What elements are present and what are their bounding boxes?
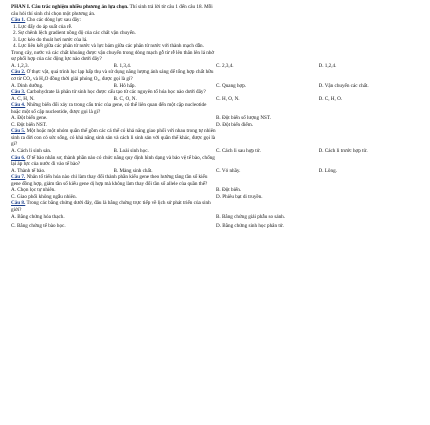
question-text: Những biến đổi xảy ra trong cấu trúc của gene, có thể liên quan đến một cặp nucleotide [26, 102, 207, 109]
option-a: A. Đột biến gene. [11, 115, 48, 122]
question-text: Trong cây, nước và các chất khoáng được vận chuyển trong dòng mạch gỗ từ rễ lên thân lên lá nhờ [11, 49, 215, 56]
option-d: D. Đột biến điểm. [216, 121, 253, 128]
question-text: Trong các bằng chứng dưới đây, đâu là bằng chứng trực tiếp về lịch sử phát triển của sinh [26, 200, 211, 207]
option-b: B. Đột biến số lượng NST. [216, 115, 271, 122]
question-text: Carbohydrate là phân tử sinh học được cấu tạo từ các nguyên tố hóa học nào dưới đây? [26, 89, 206, 96]
section-title: PHẦN I. Câu trắc nghiệm nhiều phương án lựa chọn. [11, 4, 129, 10]
question-number: Câu 8. [11, 200, 26, 207]
question-text: cơ từ CO₂ và H₂O đồng thời giải phóng O₂, được gọi là gì? [11, 76, 133, 83]
question-text: sinh ra đời con có sức sống, có khả năng sinh sản và cách li sinh sản với quần thể khác, được gọi là [11, 134, 216, 141]
question-number: Câu 3. [11, 89, 26, 96]
option-c: C. 2,3,4. [216, 62, 234, 69]
question-text: gì? [11, 141, 18, 148]
question-number: Câu 2. [11, 69, 26, 76]
option-a: A. 1,2,3. [11, 62, 29, 69]
question-number: Câu 4. [11, 102, 26, 109]
question-text: Ở thực vật, quá trình lục lạp hấp thụ và sử dụng năng lượng ánh sáng để tổng hợp chất hữu [26, 69, 214, 76]
section-instruction: Thí sinh trả lời từ câu 1 đến câu 18. Mỗi [129, 4, 213, 10]
question-text: gene đồng hợp, giảm tần số kiểu gene dị hợp mà không làm thay đổi tần số allele của quần thể? [11, 180, 208, 187]
question-item: 3. Lực kéo do thoát hơi nước của lá. [13, 36, 88, 43]
question-text: Nhân tố tiến hóa nào chỉ làm thay đổi thành phần kiểu gene theo hướng tăng tần số kiểu [26, 174, 208, 181]
option-d: D. Bằng chứng sinh học phân tử. [216, 223, 284, 230]
option-c: C. Đột biến NST. [11, 121, 47, 128]
option-a: A. C, H, N. [11, 95, 35, 102]
answer-options [11, 214, 421, 221]
question-number: Câu 6. [11, 154, 26, 161]
answer-options [11, 223, 421, 230]
option-c: C. Vỏ nhầy. [216, 167, 241, 174]
option-a: A. Cách li sinh sản. [11, 148, 52, 155]
question-number: Câu 7. [11, 174, 26, 181]
question-item: 2. Sự chênh lệch gradient nồng độ của các chất vận chuyển. [13, 30, 136, 37]
question-text: Cho các dòng lực sau đây: [26, 17, 81, 24]
option-c: C. H, O, N. [216, 95, 240, 102]
option-b: B. Đột biến. [216, 187, 242, 194]
question-text: sự phối hợp của các động lực nào dưới đây? [11, 56, 102, 63]
question-number: Câu 5. [11, 128, 26, 135]
option-d: D. 1,2,4. [318, 62, 337, 69]
option-d: D. C, H, O. [318, 95, 343, 102]
option-d: D. Vận chuyển các chất. [318, 82, 369, 89]
option-b: B. Hô hấp. [113, 82, 136, 89]
option-c: C. Bằng chứng tế bào học. [11, 223, 66, 230]
option-c: C. Giao phối không ngẫu nhiên. [11, 193, 77, 200]
option-c: C. Cách li sau hợp tử. [216, 148, 261, 155]
option-a: A. Chọn lọc tự nhiên. [11, 187, 56, 194]
option-a: A. Bằng chứng hóa thạch. [11, 213, 65, 220]
question-text: Ở tế bào nhân sơ, thành phần nào có chức năng quy định hình dạng và bảo vệ tế bào, chống [26, 154, 215, 161]
question-item: 4. Lực liên kết giữa các phân tử nước và lực bám giữa các phân tử nước với thành mạch dẫn. [13, 43, 204, 50]
question-item: 1. Lực đẩy do áp suất của rễ. [13, 23, 73, 30]
question-text: hoặc một số cặp nucleotide, được gọi là gì? [11, 108, 101, 115]
question-text: Một hoặc một nhóm quần thể gồm các cá thể có khả năng giao phối với nhau trong tự nhiên [26, 128, 216, 135]
option-d: D. Lông. [318, 167, 337, 174]
question-text: giới? [11, 206, 22, 213]
option-d: D. Phiêu bạt di truyền. [216, 193, 263, 200]
option-a: A. Dinh dưỡng. [11, 82, 44, 89]
option-b: B. C, O, N. [113, 95, 137, 102]
option-d: D. Cách li trước hợp tử. [318, 148, 368, 155]
option-a: A. Thành tế bào. [11, 167, 46, 174]
option-b: B. Loài sinh học. [113, 148, 149, 155]
question-text: lại áp lực của nước đi vào tế bào? [11, 161, 81, 168]
option-b: B. 1,3,4. [113, 62, 132, 69]
section-instruction-cont: câu hỏi thí sinh chỉ chọn một phương án. [11, 10, 96, 17]
option-b: B. Bằng chứng giải phẫu so sánh. [216, 213, 286, 220]
question-number: Câu 1. [11, 17, 26, 24]
option-b: B. Màng sinh chất. [113, 167, 153, 174]
option-c: C. Quang hợp. [216, 82, 247, 89]
